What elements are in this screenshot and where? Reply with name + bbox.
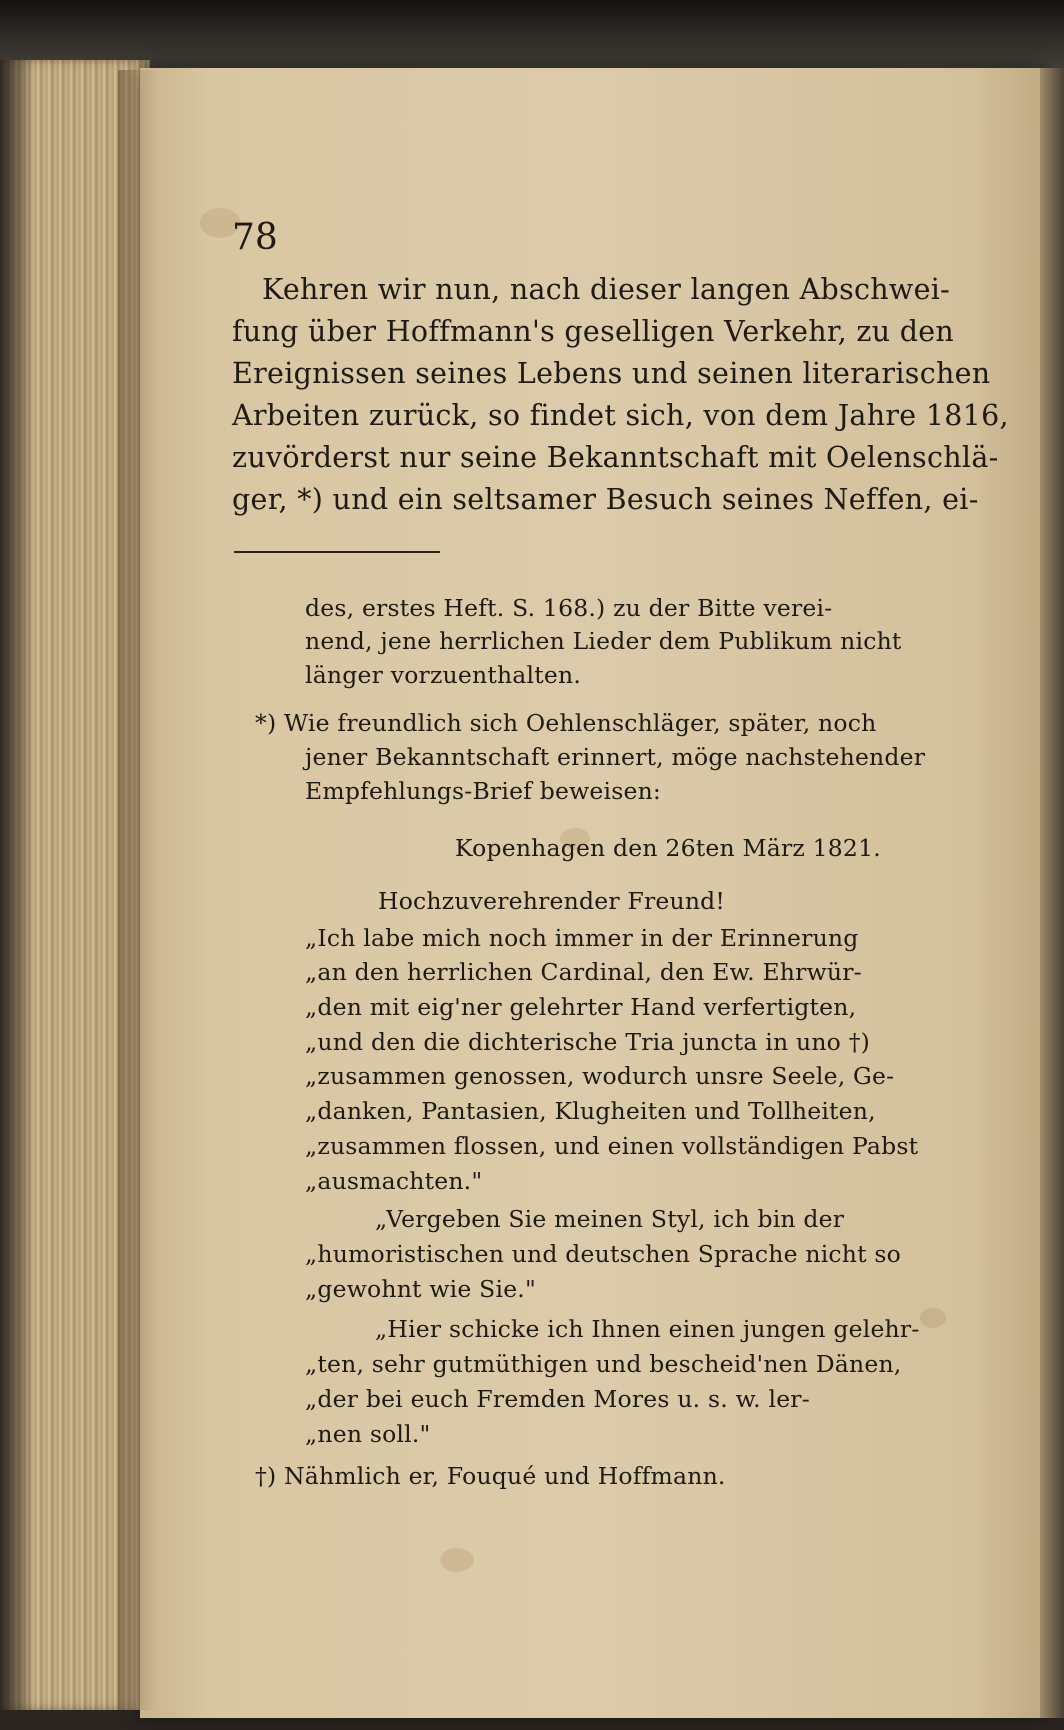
letter-line: „ausmachten."	[305, 1167, 483, 1195]
letter-line: „Vergeben Sie meinen Styl, ich bin der	[375, 1205, 845, 1233]
letter-line: „ten, sehr gutmüthigen und bescheid'nen Dänen,	[305, 1350, 902, 1378]
footnote-line: *) Wie freundlich sich Oehlenschläger, später, noch	[255, 709, 877, 737]
main-text-line: fung über Hoffmann's geselligen Verkehr, zu den	[232, 315, 955, 348]
letter-line: „an den herrlichen Cardinal, den Ew. Ehrwür-	[305, 958, 862, 986]
letter-line: „der bei euch Fremden Mores u. s. w. ler-	[305, 1385, 810, 1413]
binding-shadow	[0, 60, 30, 1710]
letter-line: „nen soll."	[305, 1420, 431, 1448]
footnote-line: länger vorzuenthalten.	[305, 661, 581, 689]
footnote-line: des, erstes Heft. S. 168.) zu der Bitte verei-	[305, 594, 833, 622]
letter-salutation: Hochzuverehrender Freund!	[378, 887, 726, 915]
page-gutter	[118, 70, 158, 1710]
letter-line: „humoristischen und deutschen Sprache nicht so	[305, 1240, 902, 1268]
footnote-line: †) Nähmlich er, Fouqué und Hoffmann.	[255, 1462, 726, 1490]
footnote-line: jener Bekanntschaft erinnert, möge nachstehender	[305, 743, 926, 771]
main-text-line: ger, *) und ein seltsamer Besuch seines Neffen, ei-	[232, 483, 979, 516]
paper-stain	[920, 1308, 946, 1328]
letter-line: „Ich labe mich noch immer in der Erinnerung	[305, 924, 859, 952]
main-text-line: zuvörderst nur seine Bekanntschaft mit Oelenschlä-	[232, 441, 999, 474]
letter-line: „zusammen flossen, und einen vollständigen Pabst	[305, 1132, 919, 1160]
letter-line: „den mit eig'ner gelehrter Hand verfertigten,	[305, 993, 857, 1021]
page-number: 78	[232, 217, 278, 258]
letter-dateline: Kopenhagen den 26ten März 1821.	[455, 834, 881, 862]
paper-stain	[440, 1548, 474, 1572]
main-text-line: Kehren wir nun, nach dieser langen Abschwei-	[262, 273, 951, 306]
main-text-line: Arbeiten zurück, so findet sich, von dem Jahre 1816,	[232, 399, 1009, 432]
letter-line: „zusammen genossen, wodurch unsre Seele, Ge-	[305, 1062, 895, 1090]
letter-line: „gewohnt wie Sie."	[305, 1275, 536, 1303]
footnote-rule	[234, 551, 440, 553]
letter-line: „danken, Pantasien, Klugheiten und Tollheiten,	[305, 1097, 876, 1125]
letter-line: „und den die dichterische Tria juncta in uno †)	[305, 1028, 871, 1056]
letter-line: „Hier schicke ich Ihnen einen jungen gelehr-	[375, 1315, 920, 1343]
footnote-line: Empfehlungs-Brief beweisen:	[305, 777, 662, 805]
page-right-edge	[1040, 68, 1064, 1718]
footnote-line: nend, jene herrlichen Lieder dem Publikum nicht	[305, 627, 902, 655]
main-text-line: Ereignissen seines Lebens und seinen literarischen	[232, 357, 991, 390]
